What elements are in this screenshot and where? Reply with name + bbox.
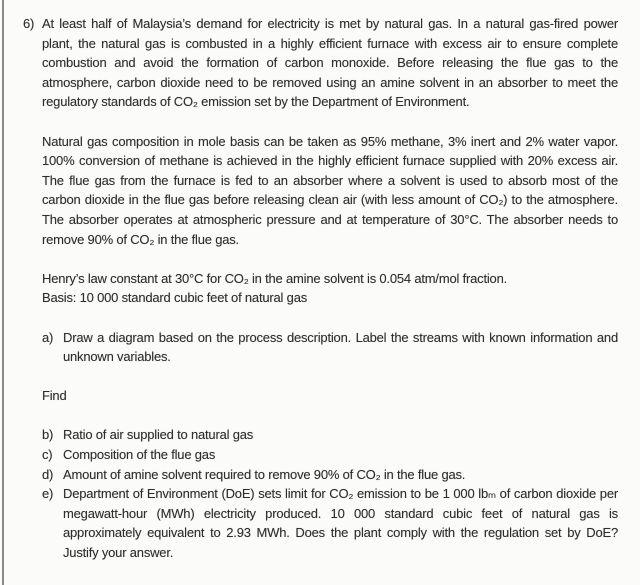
part-d-item <box>42 465 618 485</box>
question-6-content <box>23 14 618 563</box>
question-item <box>23 14 618 563</box>
henry-law-line: Henry’s law constant at 30°C for CO₂ in the amine solvent is 0.054 atm/mol fraction. <box>42 270 508 286</box>
part-d-label: d) <box>42 466 54 482</box>
part-c-text: Composition of the flue gas <box>63 447 216 463</box>
part-d-text: Amount of amine solvent required to remove 90% of CO₂ in the flue gas. <box>63 466 466 482</box>
henry-basis-block <box>42 269 618 308</box>
basis-line: Basis: 10 000 standard cubic feet of natural gas <box>42 290 308 306</box>
page-border-line <box>2 0 4 585</box>
question-body <box>42 14 618 563</box>
composition-paragraph: Natural gas composition in mole basis can be taken as 95% methane, 3% inert and 2% water vapor. 100% conversion of methane is achieved in the highly efficient furnace supplied with 20% excess air. The flue gas from the furnace is fed to an absorber where a solvent is used to absorb most of the carbon dioxide in the flue gas before releasing clean air (with less amount of CO₂) to the atmosphere. The absorber operates at atmospheric pressure and at temperature of 30°C. The absorber needs to remove 90% of CO₂ in the flue gas. <box>42 133 618 247</box>
question-number: 6) <box>23 16 35 31</box>
part-a-item <box>42 328 618 367</box>
part-c-label: c) <box>42 447 53 463</box>
part-a-text: Draw a diagram based on the process description. Label the streams with known information and unknown variables. <box>63 329 618 365</box>
part-e-item <box>42 484 618 562</box>
part-b-label: b) <box>42 427 54 443</box>
part-a-label: a) <box>42 329 54 345</box>
find-label: Find <box>42 388 67 404</box>
parts-list <box>42 425 618 562</box>
part-e-label: e) <box>42 486 54 502</box>
part-b-text: Ratio of air supplied to natural gas <box>63 427 254 443</box>
part-c-item <box>42 445 618 465</box>
part-b-item <box>42 425 618 445</box>
intro-paragraph: At least half of Malaysia’s demand for electricity is met by natural gas. In a natural gas-fired power plant, the natural gas is combusted in a highly efficient furnace with excess air to ensure complete combustion and avoid the formation of carbon monoxide. Before releasing the flue gas to the atmosphere, carbon dioxide need to be removed using an amine solvent in an absorber to meet the regulatory standards of CO₂ emission set by the Department of Environment. <box>42 16 618 110</box>
part-e-text: Department of Environment (DoE) sets limit for CO₂ emission to be 1 000 lbₘ of carbon dioxide per megawatt-hour (MWh) electricity produced. 10 000 standard cubic feet of natural gas is approximately equivalent to 2.93 MWh. Does the plant comply with the regulation set by DoE? Justify your answer. <box>63 486 618 561</box>
